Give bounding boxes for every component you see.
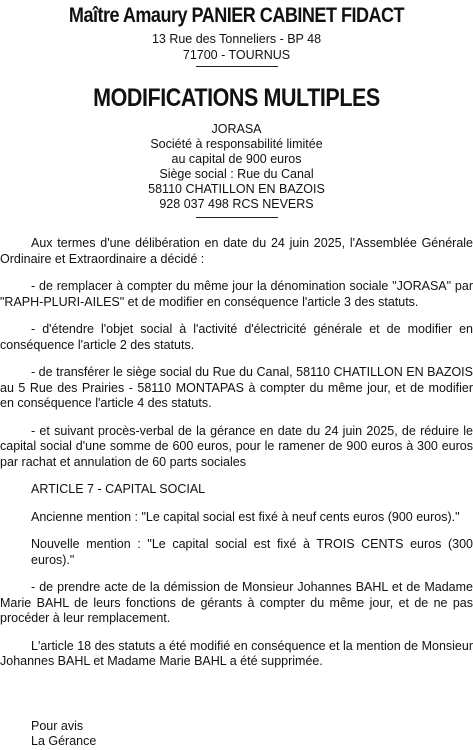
company-capital: au capital de 900 euros: [171, 152, 302, 166]
footer-pour-avis: Pour avis: [31, 719, 84, 733]
company-form: Société à responsabilité limitée: [150, 137, 323, 151]
paragraph-old-mention: Ancienne mention : "Le capital social est fixé à neuf cents euros (900 euros).": [31, 509, 460, 524]
signature-block: [31, 719, 96, 749]
company-divider: [196, 217, 278, 218]
company-name: JORASA: [211, 122, 262, 136]
company-block: [0, 122, 473, 212]
paragraph-capital-reduction: - et suivant procès-verbal de la gérance en date du 24 juin 2025, de réduire le capital social d'une somme de 600 euros, pour le ramener de 900 euros à 300 euros par rachat et annulation de 60 parts sociales: [0, 423, 473, 469]
header-divider: [196, 66, 278, 67]
paragraph-article-18: L'article 18 des statuts a été modifié en conséquence et la mention de Monsieur Johannes BAHL et Madame Marie BAHL a été supprimée.: [0, 638, 473, 668]
paragraph-siege-transfer: - de transférer le siège social du Rue du Canal, 58110 CHATILLON EN BAZOIS au 5 Rue des Prairies - 58110 MONTAPAS à compter du même jour, et de modifier en conséquence l'article 4 des statuts.: [0, 365, 473, 410]
paragraph-new-mention: Nouvelle mention : "Le capital social est fixé à TROIS CENTS euros (300 euros).": [31, 537, 473, 567]
cabinet-address-line1: 13 Rue des Tonneliers - BP 48: [151, 32, 322, 46]
company-rcs: 928 037 498 RCS NEVERS: [159, 197, 314, 211]
cabinet-name: Maître Amaury PANIER CABINET FIDACT: [68, 4, 405, 27]
cabinet-address-line2: 71700 - TOURNUS: [182, 48, 291, 62]
company-city: 58110 CHATILLON EN BAZOIS: [148, 182, 325, 196]
paragraph-article-heading: ARTICLE 7 - CAPITAL SOCIAL: [31, 482, 206, 496]
company-siege: Siège social : Rue du Canal: [159, 167, 314, 181]
paragraph-resignation: - de prendre acte de la démission de Monsieur Johannes BAHL et de Madame Marie BAHL de leurs fonctions de gérants à compter du même jour, et de ne pas procéder à leur remplacement.: [0, 580, 473, 625]
paragraph-objet-social: - d'étendre l'objet social à l'activité d'électricité générale et de modifier en conséquence l'article 2 des statuts.: [0, 322, 473, 352]
footer-gerance: La Gérance: [31, 734, 97, 748]
notice-body: [0, 236, 473, 682]
paragraph-denomination: - de remplacer à compter du même jour la dénomination sociale "JORASA" par "RAPH-PLURI-AILES" et de modifier en conséquence l'article 3 des statuts.: [0, 279, 473, 309]
notice-title: MODIFICATIONS MULTIPLES: [93, 84, 380, 112]
paragraph-deliberation: Aux termes d'une délibération en date du 24 juin 2025, l'Assemblée Générale Ordinaire et Extraordinaire a décidé :: [0, 236, 473, 266]
